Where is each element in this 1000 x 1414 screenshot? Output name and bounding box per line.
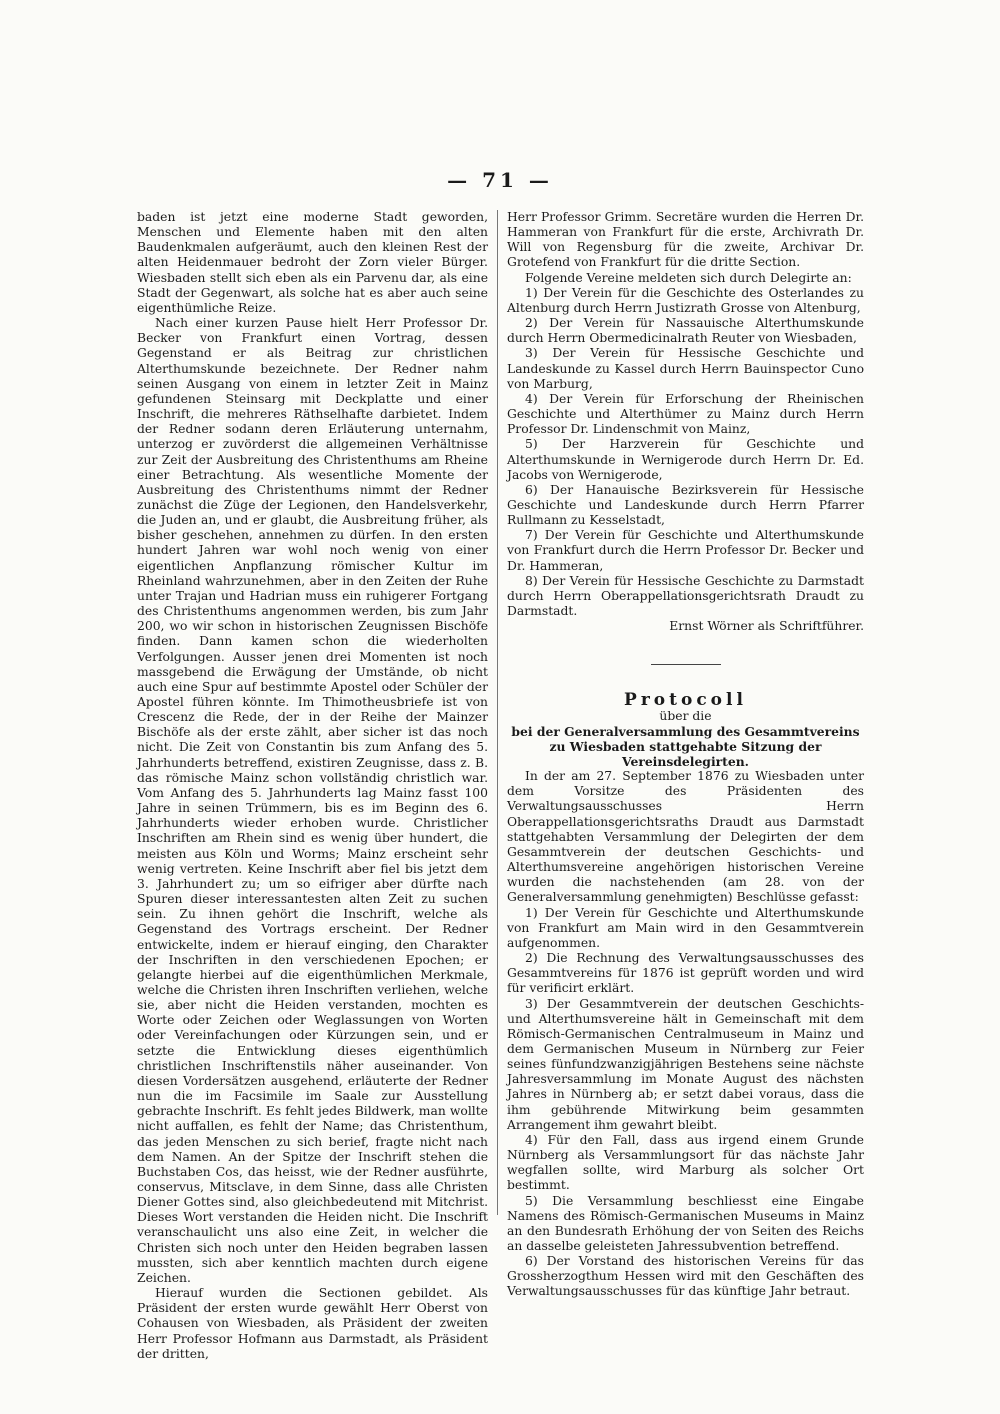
- column-divider: [497, 210, 498, 1215]
- protocol-subtitle: über die: [659, 708, 712, 723]
- resolution-item: 5) Die Versammlung beschliesst eine Eingabe Namens des Römisch-Germanischen Museums in Mainz an den Bundesrath Erhöhung der von Seiten des Reichs an dasselbe geleisteten Jahressubvention betreffend.: [507, 1193, 864, 1253]
- resolution-item: 3) Der Gesammtverein der deutschen Geschichts- und Alterthumsvereine hält in Gemeinschaft mit dem Römisch-Germanischen Centralmuseum in Mainz und dem Germanischen Museum in Nürnberg zur Feier seines fünfundzwanzigjährigen Bestehens seine nächste Jahresversammlung im Monate August des nächsten Jahres in Nürnberg ab; er setzt dabei voraus, dass die ihm gebührende Mitwirkung beim gesammten Arrangement ihm gewahrt bleibt.: [507, 996, 864, 1132]
- section-divider: [651, 664, 721, 665]
- right-column: [507, 210, 864, 1300]
- delegate-item: 4) Der Verein für Erforschung der Rheinischen Geschichte und Alterthümer zu Mainz durch Herrn Professor Dr. Lindenschmit von Mainz,: [507, 391, 864, 437]
- paragraph-becker-lecture: Nach einer kurzen Pause hielt Herr Professor Dr. Becker von Frankfurt einen Vortrag, dessen Gegenstand er als Beitrag zur christlichen Alterthumskunde bezeichnete. Der Redner nahm seinen Ausgang von einem in letzter Zeit in Mainz gefundenen Steinsarg mit Deckplatte und einer Inschrift, die mehreres Räthselhafte darbietet. Indem der Redner sodann deren Erläuterung unternahm, unterzog er zuvörderst die allgemeinen Verhältnisse zur Zeit der Ausbreitung des Christenthums am Rheine einer Betrachtung. Als wesentliche Momente der Ausbreitung des Christenthums nimmt der Redner zunächst die Züge der Legionen, den Handelsverkehr, die Juden an, und er glaubt, die Ausbreitung früher, als bisher geschehen, annehmen zu dürfen. In den ersten hundert Jahren war wohl noch wenig von einer eigentlichen Anpflanzung römischer Kultur im Rheinland wahrzunehmen, aber in den Zeiten der Ruhe unter Trajan und Hadrian muss ein ruhigerer Fortgang des Christenthums angenommen werden, bis zum Jahr 200, wo wir schon in historischen Zeugnissen Bischöfe finden. Dann kamen schon die wiederholten Verfolgungen. Ausser jenen drei Momenten ist noch massgebend die Erwägung der Umstände, ob nicht auch eine Spur auf bestimmte Apostel oder Schüler der Apostel führen könnte. Im Thimotheusbriefe ist von Crescenz die Rede, der in der Reihe der Mainzer Bischöfe als der erste zählt, aber sicher ist das noch nicht. Die Zeit von Constantin bis zum Anfang des 5. Jahrhunderts betreffend, existiren Zeugnisse, dass z. B. das römische Mainz schon vollständig christlich war. Vom Anfang des 5. Jahrhunderts lag Mainz fasst 100 Jahre in seinen Trümmern, bis es im Beginn des 6. Jahrhunderts wieder erhoben wurde. Christlicher Inschriften am Rhein sind es wenig über hundert, die meisten aus Köln und Worms; Mainz erscheint sehr wenig vertreten. Keine Inschrift aber fiel bis jetzt dem 3. Jahrhundert zu; um so eifriger aber dürfte nach Spuren dieser interessantesten alten Zeit zu suchen sein. Zu ihnen gehört die Inschrift, welche als Gegenstand des Vortrags erscheint. Der Redner entwickelte, indem er hierauf einging, den Charakter der Inschriften in den verschiedenen Epochen; er gelangte hierbei auf die eigenthümlichen Merkmale, welche die Christen ihren Inschriften verliehen, welche sie, aber nicht die Heiden verstanden, mochten es Worte oder Zeichen oder Weglassungen von Worten oder Vereinfachungen oder Kürzungen sein, und er setzte die Entwicklung dieses eigenthümlich christlichen Inschriftenstils näher auseinander. Von diesen Vordersätzen ausgehend, erläuterte der Redner nun die im Facsimile im Saale zur Ausstellung gebrachte Inschrift. Es fehlt jedes Bildwerk, man wollte nicht auffallen, es fehlt der Name; das Christenthum, das jeden Menschen zu sich berief, fragte nicht nach dem Namen. An der Spitze der Inschrift stehen die Buchstaben Cos, das heisst, wie der Redner ausführte, conservus, Mitsclave, in dem Sinne, dass alle Christen Diener Gottes sind, also gleichbedeutend mit Mitchrist. Dieses Wort verstanden die Heiden nicht. Die Inschrift veranschaulicht uns also eine Zeit, in welcher die Christen sich noch unter den Heiden begraben lassen mussten, sich aber kenntlich machten durch eigene Zeichen.: [137, 316, 488, 1285]
- protocol-description: bei der Generalversammlung des Gesammtvereins zu Wiesbaden stattgehabte Sitzung der Vereinsdelegirten.: [511, 723, 860, 769]
- protocol-intro: In der am 27. September 1876 zu Wiesbaden unter dem Vorsitze des Präsidenten des Verwaltungsausschusses Herrn Oberappellationsgerichtsraths Draudt aus Darmstadt stattgehabten Versammlung der Delegirten der dem Gesammtverein der deutschen Geschichts- und Alterthumsvereine angehörigen historischen Vereine wurden die nachstehenden (am 28. von der Generalversammlung genehmigten) Beschlüsse gefasst:: [507, 769, 864, 905]
- resolution-item: 6) Der Vorstand des historischen Vereins für das Grossherzogthum Hessen wird mit den Geschäften des Verwaltungsausschusses für das künftige Jahr betraut.: [507, 1254, 864, 1299]
- delegate-item: 8) Der Verein für Hessische Geschichte zu Darmstadt durch Herrn Oberappellationsgerichtsrath Draudt zu Darmstadt.: [507, 573, 864, 619]
- signature: Ernst Wörner als Schriftführer.: [669, 619, 864, 634]
- delegate-item: 6) Der Hanauische Bezirksverein für Hessische Geschichte und Landeskunde durch Herrn Pfarrer Rullmann zu Kesselstadt,: [507, 482, 864, 528]
- protocol-title: Protocoll: [624, 690, 747, 711]
- paragraph-wiesbaden: baden ist jetzt eine moderne Stadt geworden, Menschen und Elemente haben mit den alten Baudenkmalen aufgeräumt, auch den kleinen Rest der alten Heidenmauer bedroht der Zorn vieler Bürger. Wiesbaden stellt sich eben als ein Parvenu dar, als eine Stadt der Gegenwart, als solche hat es aber auch seine eigenthümliche Reize.: [137, 210, 488, 315]
- delegate-item: 3) Der Verein für Hessische Geschichte und Landeskunde zu Kassel durch Herrn Bauinspector Cuno von Marburg,: [507, 346, 864, 391]
- delegate-item: 5) Der Harzverein für Geschichte und Alterthumskunde in Wernigerode durch Herrn Dr. Ed. Jacobs von Wernigerode,: [507, 437, 864, 482]
- paragraph-sections: Hierauf wurden die Sectionen gebildet. Als Präsident der ersten wurde gewählt Herr Oberst von Cohausen von Wiesbaden, als Präsident der zweiten Herr Professor Hofmann aus Darmstadt, als Präsident der dritten,: [137, 1286, 488, 1361]
- delegates-lead: Folgende Vereine meldeten sich durch Delegirte an:: [525, 270, 852, 285]
- page-number: — 71 —: [447, 168, 553, 192]
- resolution-item: 2) Die Rechnung des Verwaltungsausschusses des Gesammtvereins für 1876 ist geprüft worden und wird für verificirt erklärt.: [507, 951, 864, 996]
- left-column: [137, 210, 488, 1362]
- resolution-item: 1) Der Verein für Geschichte und Alterthumskunde von Frankfurt am Main wird in den Gesammtverein aufgenommen.: [507, 905, 864, 950]
- resolution-item: 4) Für den Fall, dass aus irgend einem Grunde Nürnberg als Versammlungsort für das nächste Jahr wegfallen sollte, wird Marburg als solcher Ort bestimmt.: [507, 1132, 864, 1193]
- delegate-item: 1) Der Verein für die Geschichte des Osterlandes zu Altenburg durch Herrn Justizrath Grosse von Altenburg,: [507, 285, 864, 315]
- delegate-item: 7) Der Verein für Geschichte und Alterthumskunde von Frankfurt durch die Herrn Professor Dr. Becker und Dr. Hammeran,: [507, 528, 864, 573]
- delegate-item: 2) Der Verein für Nassauische Alterthumskunde durch Herrn Obermedicinalrath Reuter von Wiesbaden,: [507, 316, 864, 346]
- paragraph-secretaries: Herr Professor Grimm. Secretäre wurden die Herren Dr. Hammeran von Frankfurt für die erste, Archivrath Dr. Will von Regensburg für die zweite, Archivar Dr. Grotefend von Frankfurt für die dritte Section.: [507, 210, 864, 270]
